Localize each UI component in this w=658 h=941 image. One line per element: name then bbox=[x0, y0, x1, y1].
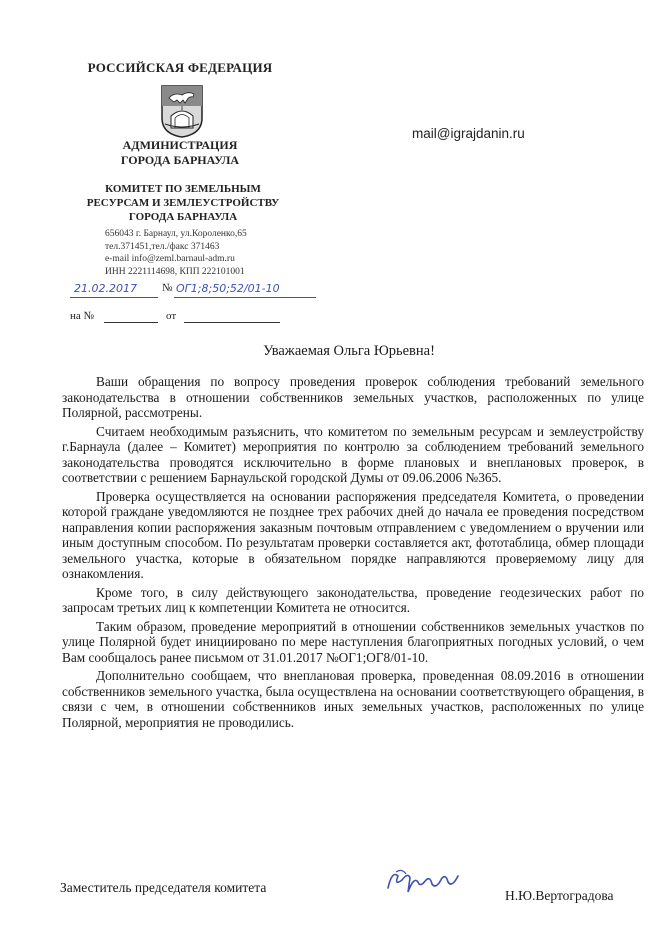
signatory-name: Н.Ю.Вертоградова bbox=[505, 888, 614, 903]
address-line-4: ИНН 2221114698, КПП 222101001 bbox=[105, 266, 245, 277]
committee-line-3: ГОРОДА БАРНАУЛА bbox=[128, 211, 238, 223]
barnaul-coat-of-arms-icon bbox=[160, 84, 204, 138]
letter-body bbox=[62, 374, 644, 733]
registration-date: 21.02.2017 bbox=[74, 282, 137, 295]
salutation: Уважаемая Ольга Юрьевна! bbox=[263, 343, 435, 359]
paragraph: Кроме того, в силу действующего законодательства, проведение геодезических работ по запросам третьих лиц к компетенции Комитета не относится. bbox=[62, 584, 644, 615]
letterhead-country: РОССИЙСКАЯ ФЕДЕРАЦИЯ bbox=[87, 60, 273, 75]
admin-line-1: АДМИНИСТРАЦИЯ bbox=[122, 138, 238, 152]
reference-date-blank bbox=[184, 322, 280, 323]
registration-number: ОГ1;8;50;52/01-10 bbox=[176, 282, 280, 295]
paragraph: Проверка осуществляется на основании распоряжения председателя Комитета, о проведении которой граждане уведомляются не позднее трех рабочих дней до начала ее проведения посредством направления копии распоряжения заказным почтовым отправлением с уведомлением о вручении или иным доступным способом. По результатам проверки составляется акт, фототаблица, обмер площади земельного участка, которые в обязательном порядке направляются проверяемому лицу для ознакомления. bbox=[62, 488, 644, 581]
letterhead-address bbox=[105, 228, 295, 278]
reference-number-blank bbox=[104, 322, 158, 323]
address-line-3: e-mail info@zeml.barnaul-adm.ru bbox=[105, 254, 235, 264]
registration-number-underline bbox=[174, 297, 316, 298]
committee-line-1: КОМИТЕТ ПО ЗЕМЕЛЬНЫМ bbox=[105, 183, 261, 195]
reference-number-label: на № bbox=[70, 310, 95, 322]
registration-number-label: № bbox=[162, 282, 173, 294]
paragraph: Ваши обращения по вопросу проведения проверок соблюдения требований земельного законодательства в отношении собственников земельных участков, расположенных по улице Полярной, рассмотрены. bbox=[62, 374, 644, 420]
paragraph: Дополнительно сообщаем, что внеплановая проверка, проведенная 08.09.2016 в отношении собственников земельного участка, была осуществлена на основании соответствующего обращения, в связи с чем, в отношении собственников иных земельных участков, расположенных по улице Полярной, мероприятия не проводились. bbox=[62, 668, 644, 730]
letterhead-administration bbox=[90, 138, 270, 168]
paragraph: Считаем необходимым разъяснить, что комитетом по земельным ресурсам и землеустройству г.Барнаула (далее – Комитет) мероприятия по контролю за соблюдением требований земельного законодательства проводятся исключительно в форме плановых и внеплановых проверок, в соответствии с решением Барнаульской городской Думы от 09.06.2006 №365. bbox=[62, 423, 644, 485]
address-line-1: 656043 г. Барнаул, ул.Короленко,65 bbox=[105, 229, 247, 239]
signatory-title: Заместитель председателя комитета bbox=[60, 880, 267, 895]
handwritten-signature-icon bbox=[382, 866, 462, 898]
committee-line-2: РЕСУРСАМ И ЗЕМЛЕУСТРОЙСТВУ bbox=[86, 197, 280, 209]
address-line-2: тел.371451,тел./факс 371463 bbox=[105, 241, 220, 252]
paragraph: Таким образом, проведение мероприятий в отношении собственников земельных участков по улице Полярной будет инициировано по мере наступления благоприятных погодных условий, о чем Вам сообщалось ранее письмом от 31.01.2017 №ОГ1;ОГ8/01-10. bbox=[62, 618, 644, 665]
registration-date-underline bbox=[70, 297, 158, 298]
reference-date-label: от bbox=[166, 310, 177, 322]
letterhead-committee bbox=[78, 182, 288, 224]
admin-line-2: ГОРОДА БАРНАУЛА bbox=[120, 153, 240, 167]
recipient-email: mail@igrajdanin.ru bbox=[412, 126, 525, 141]
